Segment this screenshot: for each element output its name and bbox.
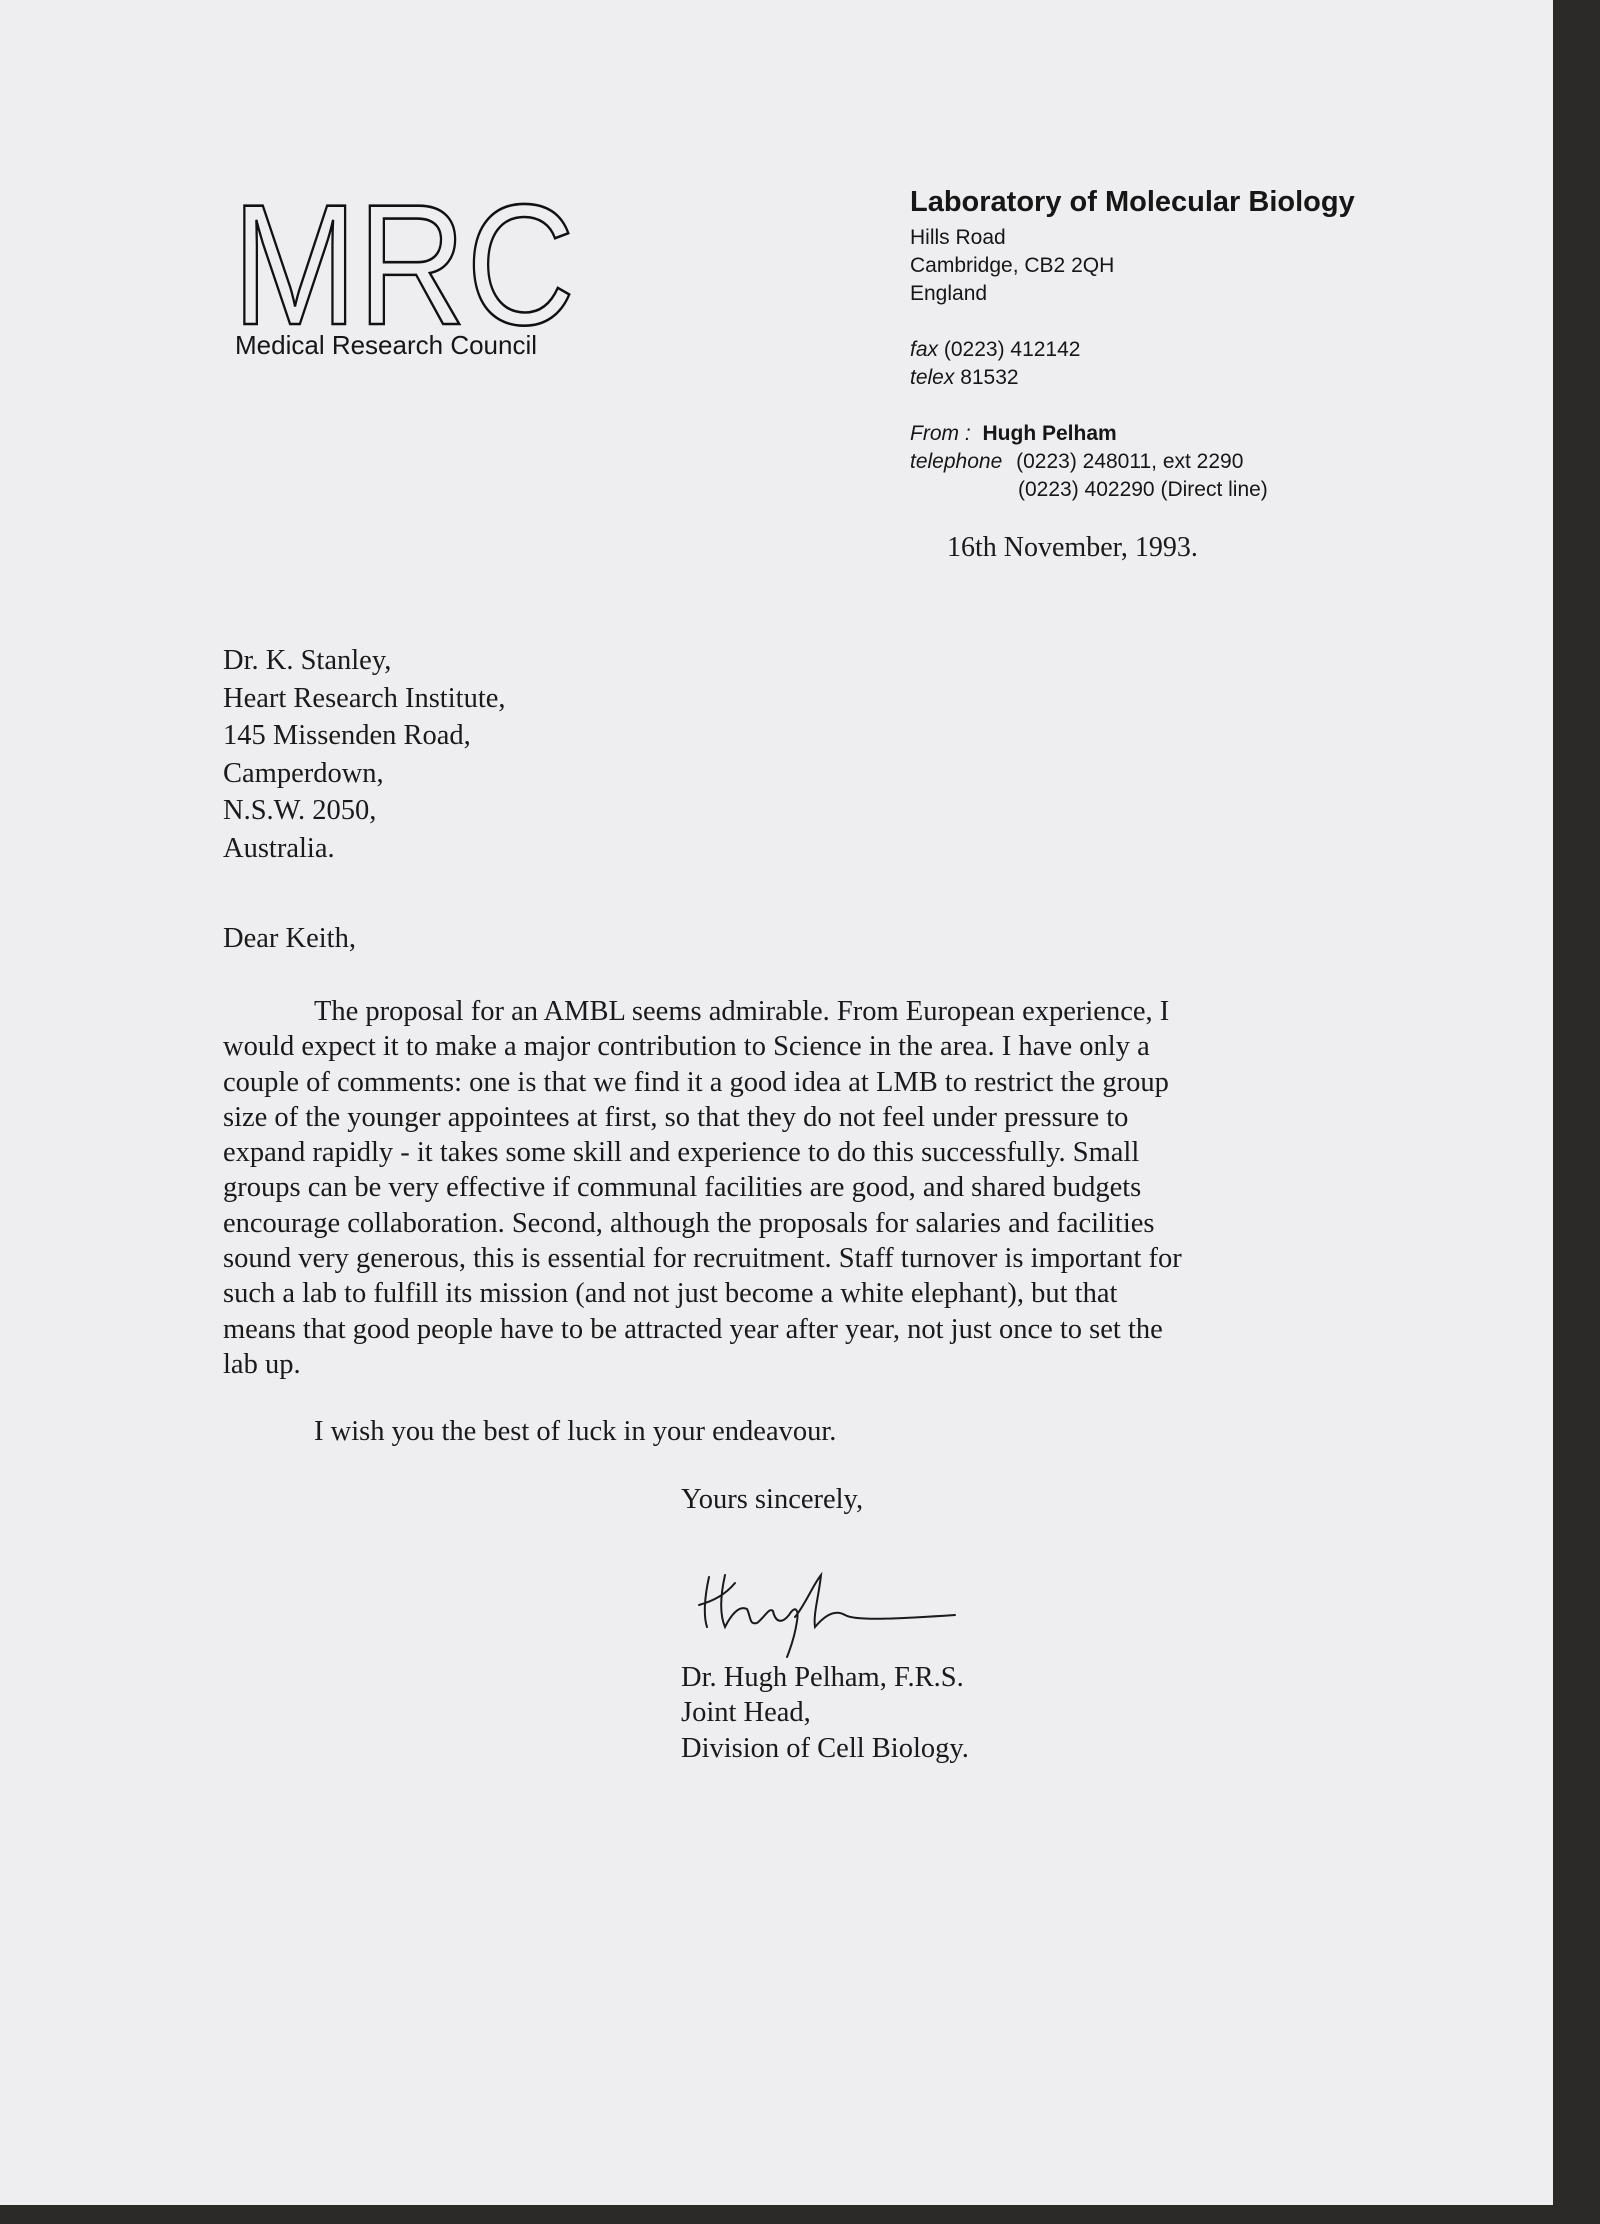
body-line: means that good people have to be attracted year after year, not just once to set the	[223, 1313, 1163, 1345]
recipient-line: 145 Missenden Road,	[223, 720, 471, 751]
direct-line: (0223) 402290 (Direct line)	[1018, 478, 1268, 501]
signatory-title: Joint Head,	[681, 1697, 811, 1729]
body-line: groups can be very effective if communal facilities are good, and shared budgets	[223, 1172, 1142, 1204]
fax-value: (0223) 412142	[943, 338, 1081, 361]
letter-body	[223, 994, 1182, 1382]
from-line	[910, 420, 1117, 448]
recipient-line: Dr. K. Stanley,	[223, 645, 392, 676]
recipient-line: Australia.	[223, 832, 335, 864]
salutation: Dear Keith,	[223, 923, 356, 954]
body-line: The proposal for an AMBL seems admirable. From European experience, I	[314, 996, 1170, 1027]
signatory-division: Division of Cell Biology.	[681, 1732, 969, 1764]
mrc-logo-text: MRC	[232, 196, 575, 330]
mrc-logo	[232, 196, 577, 330]
body-line: sound very generous, this is essential for recruitment. Staff turnover is important for	[223, 1243, 1182, 1275]
lab-name: Laboratory of Molecular Biology	[910, 186, 1355, 218]
telex-value: 81532	[960, 366, 1019, 389]
letter-date: 16th November, 1993.	[947, 532, 1198, 563]
closing-paragraph: I wish you the best of luck in your endeavour.	[314, 1416, 837, 1447]
body-line: such a lab to fulfill its mission (and not just become a white elephant), but that	[223, 1278, 1118, 1310]
body-line: size of the younger appointees at first, so that they do not feel under pressure to	[223, 1101, 1129, 1133]
recipient-address	[223, 642, 506, 867]
body-line: expand rapidly - it takes some skill and experience to do this successfully. Small	[223, 1137, 1140, 1169]
valediction: Yours sincerely,	[681, 1484, 864, 1515]
signatory-name: Dr. Hugh Pelham, F.R.S.	[681, 1662, 964, 1693]
body-line: lab up.	[223, 1348, 301, 1380]
from-label: From :	[910, 422, 971, 445]
fax-line	[910, 336, 1080, 364]
telephone-line	[910, 448, 1243, 476]
address-line-1: Hills Road	[910, 226, 1006, 249]
handwritten-signature	[695, 1565, 975, 1660]
recipient-line: Heart Research Institute,	[223, 682, 506, 714]
organisation-name: Medical Research Council	[235, 330, 538, 360]
recipient-line: N.S.W. 2050,	[223, 795, 377, 826]
body-line: encourage collaboration. Second, although the proposals for salaries and facilities	[223, 1207, 1155, 1239]
signatory-block	[681, 1660, 969, 1766]
address-line-3: England	[910, 282, 988, 305]
telex-line	[910, 364, 1019, 392]
body-line: would expect it to make a major contribution to Science in the area. I have only a	[223, 1031, 1150, 1063]
from-name: Hugh Pelham	[982, 422, 1117, 445]
fax-label: fax	[910, 338, 939, 361]
telex-label: telex	[910, 366, 955, 389]
telephone-label: telephone	[910, 450, 1003, 473]
address-line-2: Cambridge, CB2 2QH	[910, 254, 1115, 277]
telephone-value: (0223) 248011, ext 2290	[1016, 450, 1244, 473]
body-line: couple of comments: one is that we find it a good idea at LMB to restrict the group	[223, 1066, 1169, 1098]
recipient-line: Camperdown,	[223, 757, 384, 789]
